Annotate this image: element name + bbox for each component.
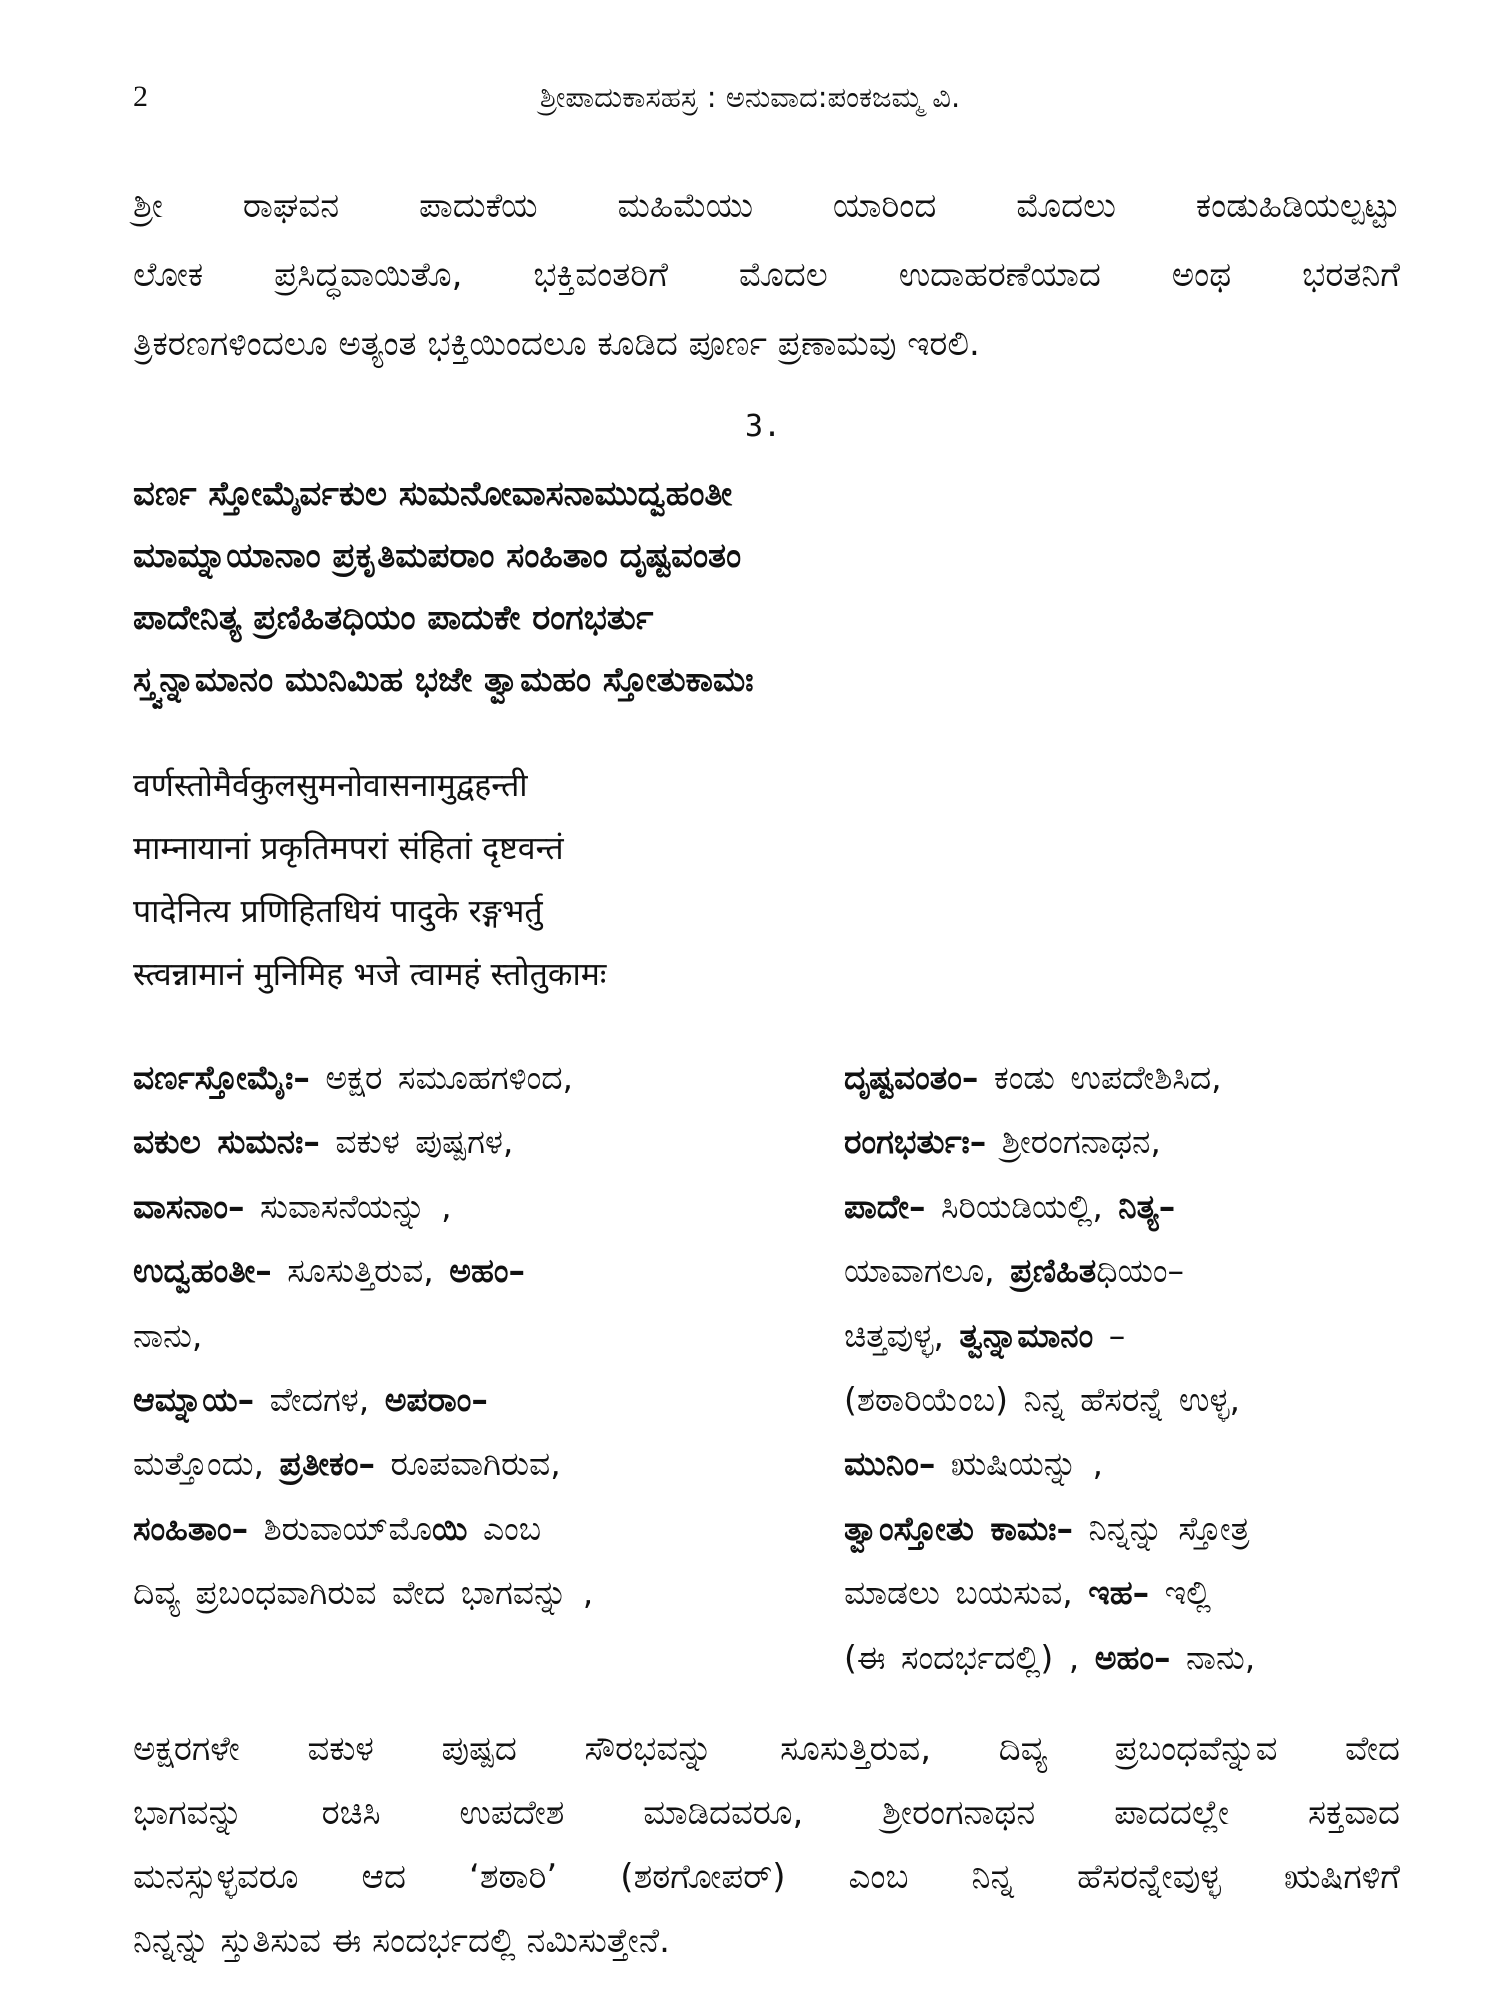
glossary-meaning: ದಿವ್ಯ ಪ್ರಬಂಧವಾಗಿರುವ ವೇದ ಭಾಗವನ್ನು , bbox=[133, 1573, 594, 1613]
glossary-term: ಸಂಹಿತಾಂ– bbox=[133, 1508, 249, 1548]
verse-sanskrit-line: पादेनित्य प्रणिहितधियं पादुके रङ्गभर्तु bbox=[133, 892, 543, 930]
glossary-meaning: ಸೂಸುತ್ತಿರುವ, bbox=[271, 1251, 450, 1291]
glossary-line bbox=[133, 1368, 805, 1432]
glossary-meaning: ಶಿರುವಾಯ್‌ಮೊ bbox=[248, 1508, 433, 1548]
glossary-line bbox=[844, 1239, 1400, 1303]
glossary-line bbox=[844, 1497, 1400, 1561]
glossary-line bbox=[133, 1110, 805, 1174]
glossary-meaning: ಮತ್ತೊಂದು, bbox=[133, 1444, 280, 1484]
glossary-meaning: ಅಕ್ಷರ ಸಮೂಹಗಳಿಂದ, bbox=[309, 1058, 574, 1097]
meaning-line: ಮನಸ್ಸುಳ್ಳವರೂ ಆದ ‘ಶಠಾರಿ’ (ಶಠಗೋಪರ್) ಎಂಬ ನಿನ್ನ ಹೆಸರನ್ನೇವುಳ್ಳ ಋಷಿಗಳಿಗೆ bbox=[133, 1857, 1400, 1897]
glossary-line bbox=[844, 1046, 1400, 1110]
verse-kannada-line: ಮಾಮ್ನಾಯಾನಾಂ ಪ್ರಕೃತಿಮಪರಾಂ ಸಂಹಿತಾಂ ದೃಷ್ಟವಂತಂ bbox=[133, 536, 742, 576]
glossary-meaning: ನಾನು, bbox=[133, 1315, 203, 1355]
glossary-term: ಯಿ bbox=[432, 1508, 468, 1548]
glossary-line bbox=[133, 1304, 805, 1368]
glossary-meaning: ಕಂಡು ಉಪದೇಶಿಸಿದ, bbox=[978, 1058, 1222, 1097]
glossary-line bbox=[133, 1046, 805, 1110]
glossary-term: ಉದ್ವಹಂತೀ– bbox=[133, 1251, 272, 1291]
glossary-term: ವಕುಲ ಸುಮನಃ– bbox=[133, 1122, 320, 1162]
glossary-meaning: ವಕುಳ ಪುಷ್ಪಗಳ, bbox=[319, 1122, 514, 1162]
glossary-term: ಪ್ರಣಿಹಿತ bbox=[1010, 1251, 1097, 1291]
glossary-meaning: (ಈ ಸಂದರ್ಭದಲ್ಲಿ) , bbox=[844, 1637, 1095, 1677]
verse-kannada bbox=[133, 463, 1400, 711]
glossary-term: ಆಮ್ನಾಯ– bbox=[133, 1379, 255, 1419]
glossary-line bbox=[844, 1626, 1400, 1690]
glossary-term: ಪ್ರತೀಕಂ– bbox=[279, 1444, 376, 1484]
glossary-term: ಅಹಂ– bbox=[1094, 1637, 1171, 1677]
glossary-meaning: ನಿನ್ನನ್ನು ಸ್ತೋತ್ರ bbox=[1072, 1508, 1250, 1548]
intro-line: ಶ್ರೀ ರಾಘವನ ಪಾದುಕೆಯ ಮಹಿಮೆಯು ಯಾರಿಂದ ಮೊದಲು ಕಂಡುಹಿಡಿಯಲ್ಪಟ್ಟು bbox=[133, 186, 1400, 226]
glossary-meaning: ಯಾವಾಗಲೂ, bbox=[844, 1251, 1011, 1291]
glossary-term: ದೃಷ್ಟವಂತಂ– bbox=[844, 1058, 979, 1097]
glossary-meaning: ಋಷಿಯನ್ನು , bbox=[935, 1444, 1104, 1484]
glossary-left-column bbox=[133, 1046, 805, 1626]
glossary-right-column bbox=[844, 1046, 1400, 1690]
intro-line: ಲೋಕ ಪ್ರಸಿದ್ಧವಾಯಿತೊ, ಭಕ್ತಿವಂತರಿಗೆ ಮೊದಲ ಉದಾಹರಣೆಯಾದ ಅಂಥ ಭರತನಿಗೆ bbox=[133, 255, 1400, 295]
glossary-line bbox=[844, 1110, 1400, 1174]
glossary-line bbox=[133, 1239, 805, 1303]
glossary-term: ತ್ವಾಂಸ್ತೋತು ಕಾಮಃ– bbox=[844, 1508, 1073, 1548]
intro-line: ತ್ರಿಕರಣಗಳಿಂದಲೂ ಅತ್ಯಂತ ಭಕ್ತಿಯಿಂದಲೂ ಕೂಡಿದ ಪೂರ್ಣ ಪ್ರಣಾಮವು ಇರಲಿ. bbox=[133, 324, 980, 364]
glossary-line bbox=[844, 1368, 1400, 1432]
glossary-term: ಅಪರಾಂ– bbox=[384, 1379, 488, 1419]
glossary-line bbox=[844, 1304, 1400, 1368]
verse-sanskrit-line: माम्नायानां प्रकृतिमपरां संहितां दृष्टवन्तं bbox=[133, 829, 564, 867]
glossary-line bbox=[844, 1432, 1400, 1496]
meaning-line: ಅಕ್ಷರಗಳೇ ವಕುಳ ಪುಷ್ಪದ ಸೌರಭವನ್ನು ಸೂಸುತ್ತಿರುವ, ದಿವ್ಯ ಪ್ರಬಂಧವೆನ್ನುವ ವೇದ bbox=[133, 1729, 1400, 1769]
glossary-line bbox=[133, 1497, 805, 1561]
glossary-term: ವಾಸನಾಂ– bbox=[133, 1186, 245, 1226]
verse-number: 3. bbox=[744, 409, 782, 444]
verse-kannada-line: ಪಾದೇನಿತ್ಯ ಪ್ರಣಿಹಿತಧಿಯಂ ಪಾದುಕೇ ರಂಗಭರ್ತು bbox=[133, 598, 654, 638]
glossary-line bbox=[844, 1175, 1400, 1239]
glossary-meaning: ರೂಪವಾಗಿರುವ, bbox=[375, 1444, 561, 1484]
glossary-meaning: ನಾನು, bbox=[1170, 1637, 1256, 1677]
glossary-meaning: ವೇದಗಳ, bbox=[254, 1379, 385, 1419]
meaning-line: ನಿನ್ನನ್ನು ಸ್ತುತಿಸುವ ಈ ಸಂದರ್ಭದಲ್ಲಿ ನಮಿಸುತ್ತೇನೆ. bbox=[133, 1921, 670, 1961]
glossary-meaning: ಧಿಯಂ– bbox=[1096, 1251, 1185, 1291]
running-title: ಶ್ರೀಪಾದುಕಾಸಹಸ್ರ : ಅನುವಾದ:ಪಂಕಜಮ್ಮ ವಿ. bbox=[539, 80, 961, 114]
meaning-line: ಭಾಗವನ್ನು ರಚಿಸಿ ಉಪದೇಶ ಮಾಡಿದವರೂ, ಶ್ರೀರಂಗನಾಥನ ಪಾದದಲ್ಲೇ ಸಕ್ತವಾದ bbox=[133, 1793, 1400, 1833]
glossary-meaning: ಶ್ರೀರಂಗನಾಥನ, bbox=[986, 1122, 1161, 1162]
glossary-term: ವರ್ಣಸ್ತೋಮೈಃ– bbox=[133, 1058, 310, 1097]
meaning-paragraph bbox=[133, 1717, 1400, 1973]
glossary-term: ನಿತ್ಯ– bbox=[1118, 1186, 1176, 1226]
glossary-meaning: ಎಂಬ bbox=[467, 1508, 542, 1548]
verse-kannada-line: ಸ್ತ್ವನ್ನಾಮಾನಂ ಮುನಿಮಿಹ ಭಜೇ ತ್ವಾಮಹಂ ಸ್ತೋತುಕಾಮಃ bbox=[133, 660, 754, 700]
verse-sanskrit-line: स्त्वन्नामानं मुनिमिह भजे त्वामहं स्तोतुकामः bbox=[133, 955, 607, 993]
glossary-meaning: ಮಾಡಲು ಬಯಸುವ, bbox=[844, 1573, 1089, 1613]
glossary-meaning: (ಶಠಾರಿಯೆಂಬ) ನಿನ್ನ ಹೆಸರನ್ನೆ ಉಳ್ಳ, bbox=[844, 1379, 1240, 1419]
glossary-term: ಅಹಂ– bbox=[449, 1251, 526, 1291]
glossary-term: ರಂಗಭರ್ತುಃ– bbox=[844, 1122, 987, 1162]
glossary-line bbox=[133, 1175, 805, 1239]
verse-kannada-line: ವರ್ಣ ಸ್ತೋಮೈರ್ವಕುಲ ಸುಮನೋವಾಸನಾಮುದ್ವಹಂತೀ bbox=[133, 474, 733, 514]
glossary-term: ಇಹ– bbox=[1088, 1573, 1150, 1613]
glossary-meaning: – bbox=[1093, 1315, 1126, 1355]
intro-paragraph bbox=[133, 172, 1400, 379]
glossary-meaning: ಸಿರಿಯಡಿಯಲ್ಲಿ, bbox=[925, 1186, 1119, 1226]
glossary-meaning: ಚಿತ್ತವುಳ್ಳ, bbox=[844, 1315, 960, 1355]
verse-sanskrit-line: वर्णस्तोमैर्वकुलसुमनोवासनामुद्वहन्ती bbox=[133, 766, 528, 804]
glossary-term: ತ್ವನ್ನಾಮಾನಂ bbox=[959, 1315, 1094, 1355]
glossary-line bbox=[133, 1561, 805, 1625]
page-number: 2 bbox=[133, 80, 148, 113]
glossary-line bbox=[844, 1561, 1400, 1625]
glossary-meaning: ಇಲ್ಲಿ bbox=[1149, 1573, 1212, 1613]
glossary-meaning: ಸುವಾಸನೆಯನ್ನು , bbox=[244, 1186, 452, 1226]
glossary-term: ಮುನಿಂ– bbox=[844, 1444, 936, 1484]
verse-sanskrit bbox=[133, 754, 1400, 1006]
glossary-term: ಪಾದೇ– bbox=[844, 1186, 926, 1226]
glossary-line bbox=[133, 1432, 805, 1496]
